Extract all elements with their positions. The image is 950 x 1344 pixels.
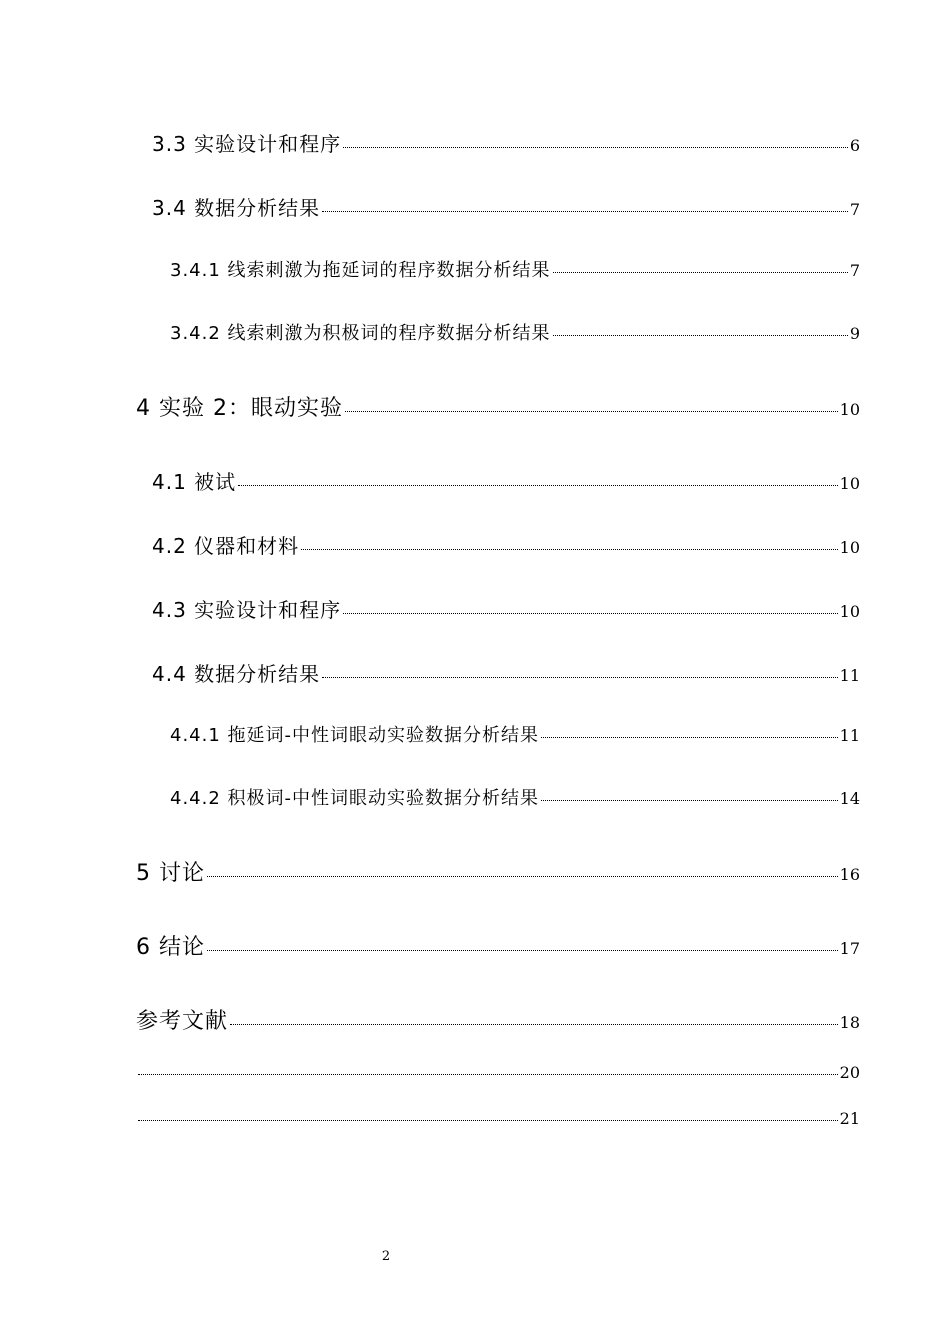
toc-entry-references[interactable] [136,1004,860,1035]
dot-leader [238,485,837,486]
toc-entry-title: 3.4.2 线索刺激为积极词的程序数据分析结果 [170,323,551,344]
toc-entry-page: 6 [849,136,860,155]
dot-leader [553,272,848,273]
toc-entry-title: 4.2 仪器和材料 [152,534,300,558]
toc-entry-page: 18 [839,1013,860,1032]
toc-entry-3-4[interactable] [152,192,860,221]
toc-entry-page: 10 [839,602,860,621]
toc-entry-page: 16 [839,865,860,884]
toc-entry-untitled-1[interactable] [136,1063,860,1082]
toc-entry-page: 10 [839,474,860,493]
toc-entry-page: 7 [849,200,860,219]
toc-entry-title: 4.4.2 积极词-中性词眼动实验数据分析结果 [170,788,540,809]
dot-leader [343,613,837,614]
dot-leader [138,1074,838,1075]
toc-entry-page: 14 [839,789,860,808]
dot-leader [301,549,837,550]
toc-entry-title: 4.3 实验设计和程序 [152,598,342,622]
dot-leader [138,1120,838,1121]
toc-entry-3-4-2[interactable] [170,319,860,345]
toc-entry-page: 11 [839,666,860,685]
toc-entry-3-4-1[interactable] [170,256,860,282]
toc-entry-4-4[interactable] [152,658,860,687]
toc-entry-title: 4.4 数据分析结果 [152,662,321,686]
dot-leader [541,737,838,738]
toc-entry-title: 6 结论 [136,935,205,960]
toc-entry-page: 7 [849,261,860,280]
toc-entry-title: 3.4.1 线索刺激为拖延词的程序数据分析结果 [170,260,551,281]
toc-entry-5[interactable] [136,856,860,887]
toc-entry-page: 10 [839,400,860,419]
toc-entry-title: 5 讨论 [136,861,205,886]
dot-leader [343,147,848,148]
page-number: 2 [381,1249,391,1264]
toc-entry-page: 17 [839,939,860,958]
dot-leader [322,211,848,212]
toc-entry-4-4-2[interactable] [170,784,860,810]
toc-entry-page: 10 [839,538,860,557]
toc-entry-untitled-2[interactable] [136,1109,860,1128]
dot-leader [230,1024,838,1025]
toc-entry-6[interactable] [136,930,860,961]
toc-entry-4-1[interactable] [152,466,860,495]
toc-entry-title: 参考文献 [136,1009,229,1034]
dot-leader [207,950,838,951]
toc-entry-page: 20 [839,1063,860,1082]
dot-leader [541,800,838,801]
toc-entry-page: 21 [839,1109,860,1128]
dot-leader [345,411,838,412]
toc-entry-title: 4 实验 2：眼动实验 [136,396,343,421]
toc-entry-4[interactable] [136,391,860,422]
toc-entry-4-3[interactable] [152,594,860,623]
dot-leader [322,677,837,678]
toc-entry-4-2[interactable] [152,530,860,559]
toc-entry-title: 4.4.1 拖延词-中性词眼动实验数据分析结果 [170,725,540,746]
toc-entry-title: 3.4 数据分析结果 [152,196,321,220]
toc-entry-page: 9 [849,324,860,343]
dot-leader [553,335,848,336]
toc-entry-title: 4.1 被试 [152,470,237,494]
toc-entry-title: 3.3 实验设计和程序 [152,132,342,156]
dot-leader [207,876,838,877]
toc-entry-3-3[interactable] [152,128,860,157]
toc-entry-4-4-1[interactable] [170,721,860,747]
toc-entry-page: 11 [839,726,860,745]
